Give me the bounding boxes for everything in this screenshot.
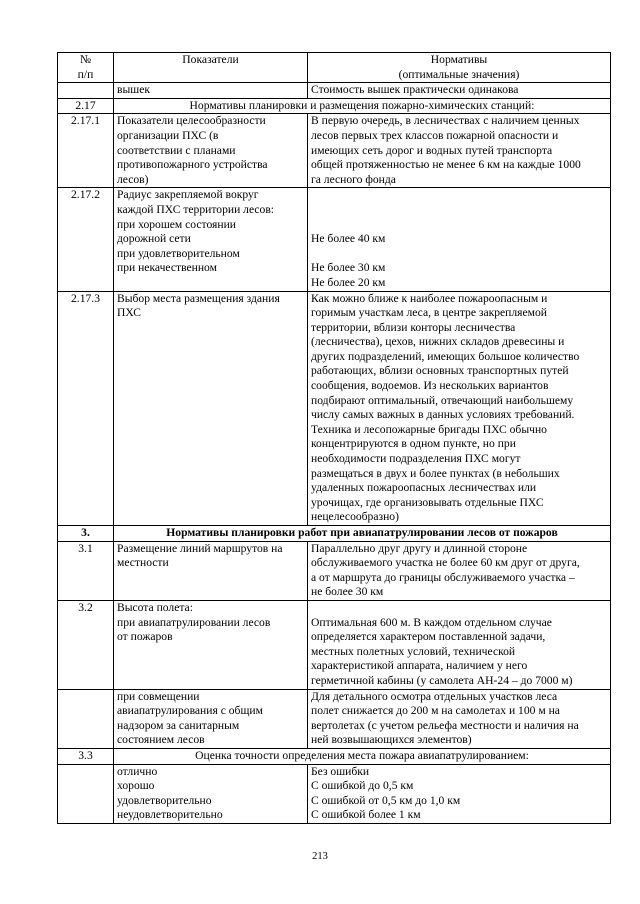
grade-criterion-line: С ошибкой более 1 км (311, 808, 421, 822)
row-indicator-cell (114, 291, 308, 526)
row-number-cell: 2.17.3 (58, 291, 114, 526)
grade-line: хорошо (117, 779, 155, 793)
grade-line: неудовлетворительно (117, 808, 223, 822)
norm-line: размещаться в двух и более пунктах (в небольших (311, 466, 560, 480)
norm-line: Не более 30 км (311, 261, 386, 275)
row-norm-cell (308, 83, 611, 99)
indicator-line: дорожной сети (117, 232, 191, 246)
row-number-cell: 3. (58, 526, 114, 542)
grade-criterion-line: С ошибкой до 0,5 км (311, 779, 414, 793)
header-norms-sublabel: (оптимальные значения) (398, 67, 520, 81)
norm-line: имеющих сеть дорог и водных путей транспорта (311, 143, 553, 157)
norm-line: полет снижается до 200 м на самолетах и 100 м на (311, 704, 560, 718)
norm-line: га лесного фонда (311, 172, 396, 186)
table-row (58, 764, 611, 823)
norm-line: общей протяженностью не менее 6 км на каждые 1000 (311, 158, 581, 172)
norm-line: числу самых важных в данных условиях требований. (311, 408, 575, 422)
row-norm-cell (308, 689, 611, 748)
norm-line: других подразделений, имеющих большое количество (311, 349, 580, 363)
norm-line: концентрируются в одном пункте, но при (311, 437, 516, 451)
row-norm-text: Стоимость вышек практически одинакова (311, 83, 519, 97)
indicator-line: надзором за санитарным (117, 718, 240, 732)
norm-line: работающих, вблизи основных транспортных путей (311, 364, 569, 378)
header-number-abbr: п/п (77, 67, 94, 81)
grade-criterion-line: Без ошибки (311, 764, 370, 778)
table-row (58, 689, 611, 748)
indicator-line: при совмещении (117, 689, 200, 703)
row-indicator-cell (114, 541, 308, 600)
table-row (58, 600, 611, 689)
norm-line: подбирают оптимальный, отвечающий наибольшему (311, 393, 574, 407)
norm-line (311, 203, 607, 218)
norm-line: Параллельно друг другу и длинной стороне (311, 541, 528, 555)
section-title-text: Нормативы планировки работ при авиапатрулировании лесов от пожаров (166, 526, 558, 539)
indicator-line: при авиапатрулировании лесов (117, 615, 271, 629)
section-row-3-3 (58, 748, 611, 764)
norm-line: необходимости подразделения ПХС могут (311, 452, 521, 466)
norm-line: Оптимальная 600 м. В каждом отдельном случае (311, 615, 552, 629)
indicator-line: каждой ПХС территории лесов: (117, 202, 275, 216)
norm-line: урочищах, где организовывать отдельные ПХС (311, 495, 544, 509)
indicator-line: состоянием лесов (117, 733, 205, 747)
norm-line: сообщения, водоемов. Из нескольких вариантов (311, 379, 549, 393)
header-norms-label: Нормативы (430, 53, 488, 66)
norm-line: В первую очередь, в лесничествах с наличием ценных (311, 114, 580, 128)
indicator-line: Выбор места размещения здания (117, 291, 280, 305)
row-norm-cell (308, 114, 611, 188)
row-norm-cell (308, 541, 611, 600)
norm-line: территории, вблизи конторы лесничества (311, 320, 516, 334)
row-indicator-cell (114, 114, 308, 188)
indicator-line: авиапатрулирования с общим (117, 704, 263, 718)
norm-line: горимым участкам леса, в центре закрепляемой (311, 306, 547, 320)
indicator-line: организации ПХС (в (117, 128, 219, 142)
indicator-line: при некачественном (117, 261, 217, 275)
header-indicators (114, 53, 308, 83)
norms-table (57, 52, 611, 824)
row-number-cell (58, 83, 114, 99)
norm-line: Для детального осмотра отдельных участков леса (311, 689, 558, 703)
row-number-cell: 3.1 (58, 541, 114, 600)
header-number (58, 53, 114, 83)
row-indicator-cell (114, 689, 308, 748)
header-norms (308, 53, 611, 83)
norm-line: вертолетах (с учетом рельефа местности и наличия на (311, 718, 579, 732)
header-number-symbol: № (79, 53, 92, 66)
norm-line: Как можно ближе к наиболее пожароопасным и (311, 291, 548, 305)
grade-line: удовлетворительно (117, 793, 212, 807)
section-title (114, 748, 611, 764)
row-indicator-cell (114, 83, 308, 99)
row-norm-cell (308, 188, 611, 291)
indicator-line: от пожаров (117, 630, 173, 644)
section-title (114, 98, 611, 114)
norm-line (311, 188, 607, 203)
table-header-row (58, 53, 611, 83)
section-row-2-17 (58, 98, 611, 114)
row-indicator-text: вышек (117, 83, 150, 97)
grade-line: отлично (117, 764, 158, 778)
indicator-line: лесов) (117, 172, 149, 186)
norm-line (311, 601, 607, 616)
indicator-line: местности (117, 556, 169, 570)
norm-line: а от маршрута до границы обслуживаемого участка – (311, 570, 575, 584)
row-number-cell: 3.3 (58, 748, 114, 764)
section-title (114, 526, 611, 542)
norm-line: удаленных пожароопасных лесничествах или (311, 481, 537, 495)
indicator-line: при хорошем состоянии (117, 217, 236, 231)
row-number-cell: 3.2 (58, 600, 114, 689)
norm-line: не более 30 км (311, 585, 384, 599)
indicator-line: соответствии с планами (117, 143, 236, 157)
norm-line: лесов первых трех классов пожарной опасности и (311, 128, 559, 142)
indicator-line: противопожарного устройства (117, 158, 268, 172)
table-row (58, 114, 611, 188)
row-norm-cell (308, 291, 611, 526)
header-indicators-label: Показатели (182, 53, 239, 66)
page-number: 213 (312, 851, 328, 862)
row-number-cell (58, 764, 114, 823)
row-indicator-cell (114, 188, 308, 291)
section-title-text: Оценка точности определения места пожара авиапатрулированием: (195, 748, 529, 762)
norm-line: характеристикой аппарата, наличием у него (311, 659, 528, 673)
row-number-cell: 2.17.2 (58, 188, 114, 291)
indicator-line: Показатели целесообразности (117, 114, 266, 128)
grade-criterion-line: С ошибкой от 0,5 км до 1,0 км (311, 793, 461, 807)
norm-line: Не более 20 км (311, 275, 386, 289)
indicator-line: Высота полета: (117, 600, 193, 614)
table-row (58, 541, 611, 600)
row-norm-cell (308, 764, 611, 823)
row-number-cell: 2.17.1 (58, 114, 114, 188)
row-indicator-cell (114, 764, 308, 823)
section-row-3 (58, 526, 611, 542)
row-indicator-cell (114, 600, 308, 689)
indicator-line: Размещение линий маршрутов на (117, 541, 283, 555)
norm-line: нецелесообразно) (311, 510, 399, 524)
row-number-cell: 2.17 (58, 98, 114, 114)
norm-line: (лесничества), цехов, нижних складов древесины и (311, 335, 565, 349)
table-row (58, 83, 611, 99)
indicator-line: Радиус закрепляемой вокруг (117, 188, 259, 202)
norm-line: обслуживаемого участка не более 60 км друг от друга, (311, 556, 580, 570)
norm-line (311, 247, 607, 262)
table-row (58, 188, 611, 291)
indicator-line: ПХС (117, 306, 142, 320)
table-row (58, 291, 611, 526)
row-number-cell (58, 689, 114, 748)
indicator-line: при удовлетворительном (117, 246, 240, 260)
norm-line: Не более 40 км (311, 232, 386, 246)
norm-line: определяется характером поставленной задачи, (311, 630, 546, 644)
section-title-text: Нормативы планировки и размещения пожарно-химических станций: (189, 98, 535, 112)
norm-line: местных полетных условий, технической (311, 644, 516, 658)
norm-line: Техника и лесопожарные бригады ПХС обычно (311, 422, 547, 436)
norm-line: ней возвышающихся элементов) (311, 733, 472, 747)
norm-line (311, 218, 607, 233)
row-norm-cell (308, 600, 611, 689)
norm-line: герметичной кабины (у самолета АН-24 – до 7000 м) (311, 673, 573, 687)
